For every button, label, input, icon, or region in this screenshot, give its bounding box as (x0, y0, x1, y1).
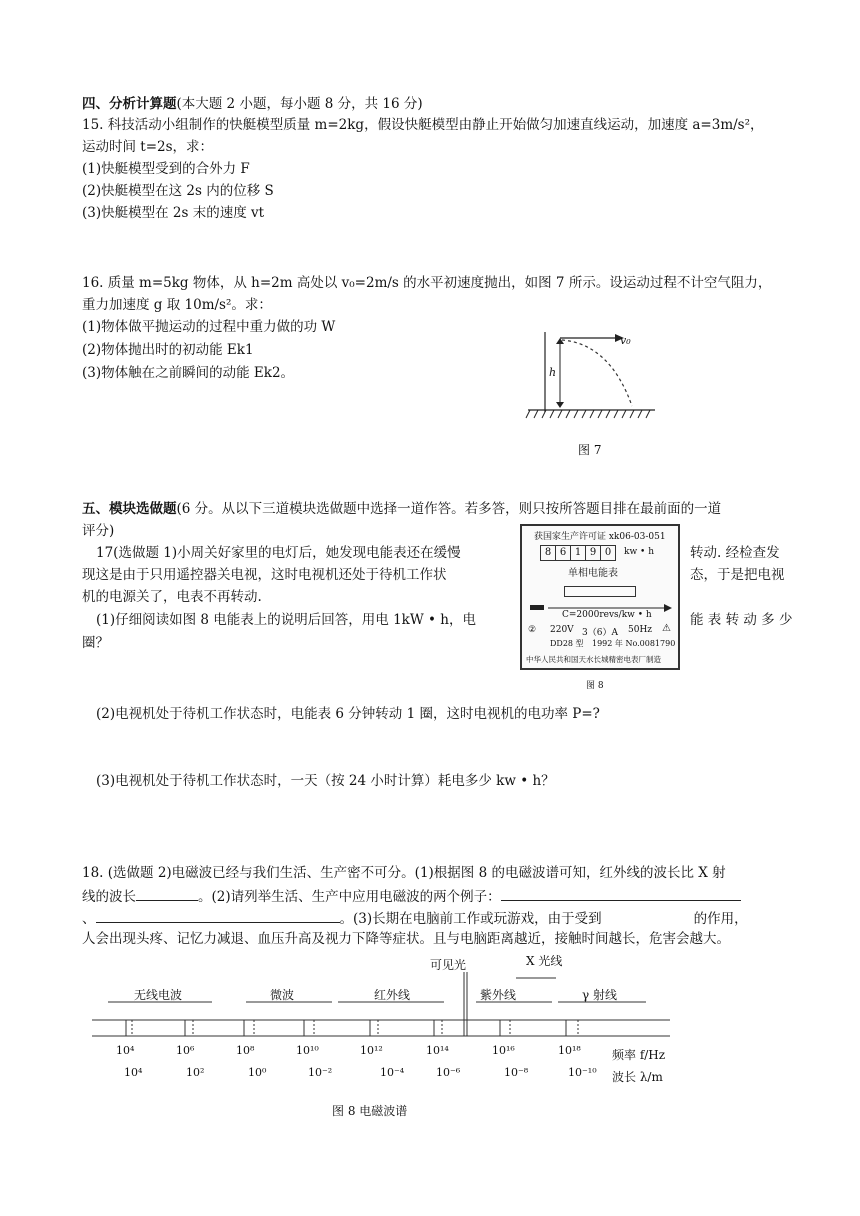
q16-line-1: 16. 质量 m=5kg 物体，从 h=2m 高处以 v₀=2m/s 的水平初速度抛出，如图 7 所示。设运动过程不计空气阻力， (82, 275, 772, 291)
freq-unit: 频率 f/Hz (612, 1048, 666, 1062)
meter-digit: 1 (571, 545, 586, 561)
q18-line-2a: 线的波长 (82, 889, 136, 905)
meter-unit: kw • h (624, 547, 654, 557)
h-label: h (549, 366, 557, 379)
section-4-heading-line (82, 95, 423, 113)
freq-tick: 10¹² (360, 1044, 383, 1057)
wave-tick: 10² (186, 1066, 205, 1079)
q18-line-3b: 。(3)长期在电脑前工作或玩游戏，由于受到 (339, 911, 602, 927)
freq-tick: 10¹⁶ (492, 1044, 515, 1057)
em-spectrum-diagram (86, 950, 676, 1120)
q17-line-1a: 17(选做题 1)小周关好家里的电灯后，她发现电能表还在缓慢 (96, 545, 461, 561)
q15-part-1: (1)快艇模型受到的合外力 F (82, 161, 250, 177)
q15-line-1: 15. 科技活动小组制作的快艇模型质量 m=2kg，假设快艇模型由静止开始做匀加速直线运动，加速度 a=3m/s²， (82, 117, 764, 133)
q16-part-3: (3)物体触在之前瞬间的动能 Ek2。 (82, 365, 295, 381)
wave-tick: 10⁻¹⁰ (568, 1066, 597, 1079)
meter-digit: 0 (601, 545, 616, 561)
wave-tick: 10⁴ (124, 1066, 143, 1079)
meter-year: 1992 年 No.0081790 (592, 639, 676, 648)
spectrum-infrared-label: 红外线 (374, 988, 411, 1002)
wave-tick: 10⁻² (308, 1066, 333, 1079)
meter-title: 单相电能表 (568, 568, 618, 579)
meter-current: 3（6）A (582, 628, 618, 638)
q18-line-2b: 。(2)请列举生活、生产中应用电磁波的两个例子： (198, 889, 501, 905)
q17-part-2: (2)电视机处于待机工作状态时，电能表 6 分钟转动 1 圈，这时电视机的电功率 P=? (96, 706, 600, 722)
figure-7 (520, 330, 670, 460)
meter-digits (540, 545, 616, 561)
wave-tick: 10⁰ (248, 1066, 267, 1079)
meter-digit: 9 (586, 545, 601, 561)
meter-digit: 6 (556, 545, 571, 561)
meter-model: DD28 型 (550, 639, 584, 648)
q15-part-3: (3)快艇模型在 2s 末的速度 vt (82, 205, 265, 221)
q17-line-2b: 态，于是把电视 (690, 567, 785, 583)
q17-line-4b: 能 表 转 动 多 少 (690, 612, 793, 628)
meter-frequency: 50Hz (628, 625, 653, 635)
spectrum-gamma-label: γ 射线 (582, 988, 617, 1002)
electric-meter-figure (520, 524, 682, 696)
meter-caption: 图 8 (586, 681, 604, 691)
meter-constant: C=2000revs/kw • h (562, 610, 652, 620)
freq-tick: 10¹⁰ (296, 1044, 319, 1057)
v0-label: v₀ (620, 334, 631, 347)
q16-part-2: (2)物体抛出时的初动能 Ek1 (82, 342, 254, 358)
wave-tick: 10⁻⁴ (380, 1066, 405, 1079)
warning-icon: ⚠ (662, 623, 671, 634)
meter-permit: 获国家生产许可证 xk06-03-051 (534, 532, 666, 542)
q16-line-2: 重力加速度 g 取 10m/s²。求： (82, 297, 272, 313)
spectrum-microwave-label: 微波 (270, 988, 295, 1002)
q18-line-3 (82, 908, 748, 928)
q17-line-5: 圈？ (82, 635, 109, 651)
wave-tick: 10⁻⁶ (436, 1066, 461, 1079)
figure-7-caption: 图 7 (578, 443, 602, 457)
q18-line-1: 18. (选做题 2)电磁波已经与我们生活、生产密不可分。(1)根据图 8 的电磁波谱可知，红外线的波长比 X 射 (82, 865, 726, 881)
spectrum-caption: 图 8 电磁波谱 (332, 1104, 408, 1118)
q17-line-4a: (1)仔细阅读如图 8 电能表上的说明后回答，用电 1kW • h，电 (96, 612, 476, 628)
spectrum-visible-label: 可见光 (430, 958, 467, 972)
section-4-heading: 四、分析计算题 (82, 96, 177, 112)
freq-tick: 10⁴ (116, 1044, 135, 1057)
q17-part-3: (3)电视机处于待机工作状态时，一天（按 24 小时计算）耗电多少 kw • h？ (96, 773, 555, 789)
meter-maker: 中华人民共和国天水长城精密电表厂制造 (526, 655, 661, 664)
section-5-heading-line (82, 500, 721, 518)
freq-tick: 10¹⁴ (426, 1044, 449, 1057)
q18-line-3a: 、 (82, 911, 96, 927)
q17-line-3: 机的电源关了，电表不再转动. (82, 589, 262, 605)
section-5-heading: 五、模块选做题 (82, 501, 177, 517)
q18-line-4: 人会出现头疼、记忆力减退、血压升高及视力下降等症状。且与电脑距离越近，接触时间越长，危害会越大。 (82, 931, 730, 947)
q18-line-2 (82, 886, 741, 906)
section-5-note-2: 评分) (82, 523, 115, 539)
blank-2[interactable] (501, 886, 741, 901)
meter-digit: 8 (540, 545, 556, 561)
q16-part-1: (1)物体做平抛运动的过程中重力做的功 W (82, 319, 336, 335)
spectrum-ultraviolet-label: 紫外线 (480, 988, 517, 1002)
spectrum-radio-label: 无线电波 (134, 988, 183, 1002)
meter-window (564, 586, 636, 597)
wave-tick: 10⁻⁸ (504, 1066, 529, 1079)
meter-voltage: 220V (550, 625, 574, 635)
meter-circle-number: ② (528, 625, 537, 635)
q15-part-2: (2)快艇模型在这 2s 内的位移 S (82, 183, 274, 199)
freq-tick: 10¹⁸ (558, 1044, 581, 1057)
q17-line-1b: 转动. 经检查发 (690, 545, 780, 561)
freq-tick: 10⁶ (176, 1044, 195, 1057)
q15-line-2: 运动时间 t=2s，求： (82, 139, 214, 155)
q18-line-3c: 的作用， (693, 911, 748, 927)
spectrum-xray-label: X 光线 (526, 954, 563, 968)
freq-tick: 10⁸ (236, 1044, 255, 1057)
section-5-note-1: (6 分。从以下三道模块选做题中选择一道作答。若多答，则只按所答题目排在最前面的一道 (176, 501, 722, 517)
em-spectrum-figure (86, 950, 676, 1120)
blank-1[interactable] (136, 886, 198, 901)
q17-line-2a: 现这是由于只用遥控器关电视，这时电视机还处于待机工作状 (82, 567, 447, 583)
blank-3[interactable] (96, 908, 340, 923)
wave-unit: 波长 λ/m (612, 1070, 663, 1084)
section-4-note: (本大题 2 小题，每小题 8 分，共 16 分) (176, 96, 423, 112)
